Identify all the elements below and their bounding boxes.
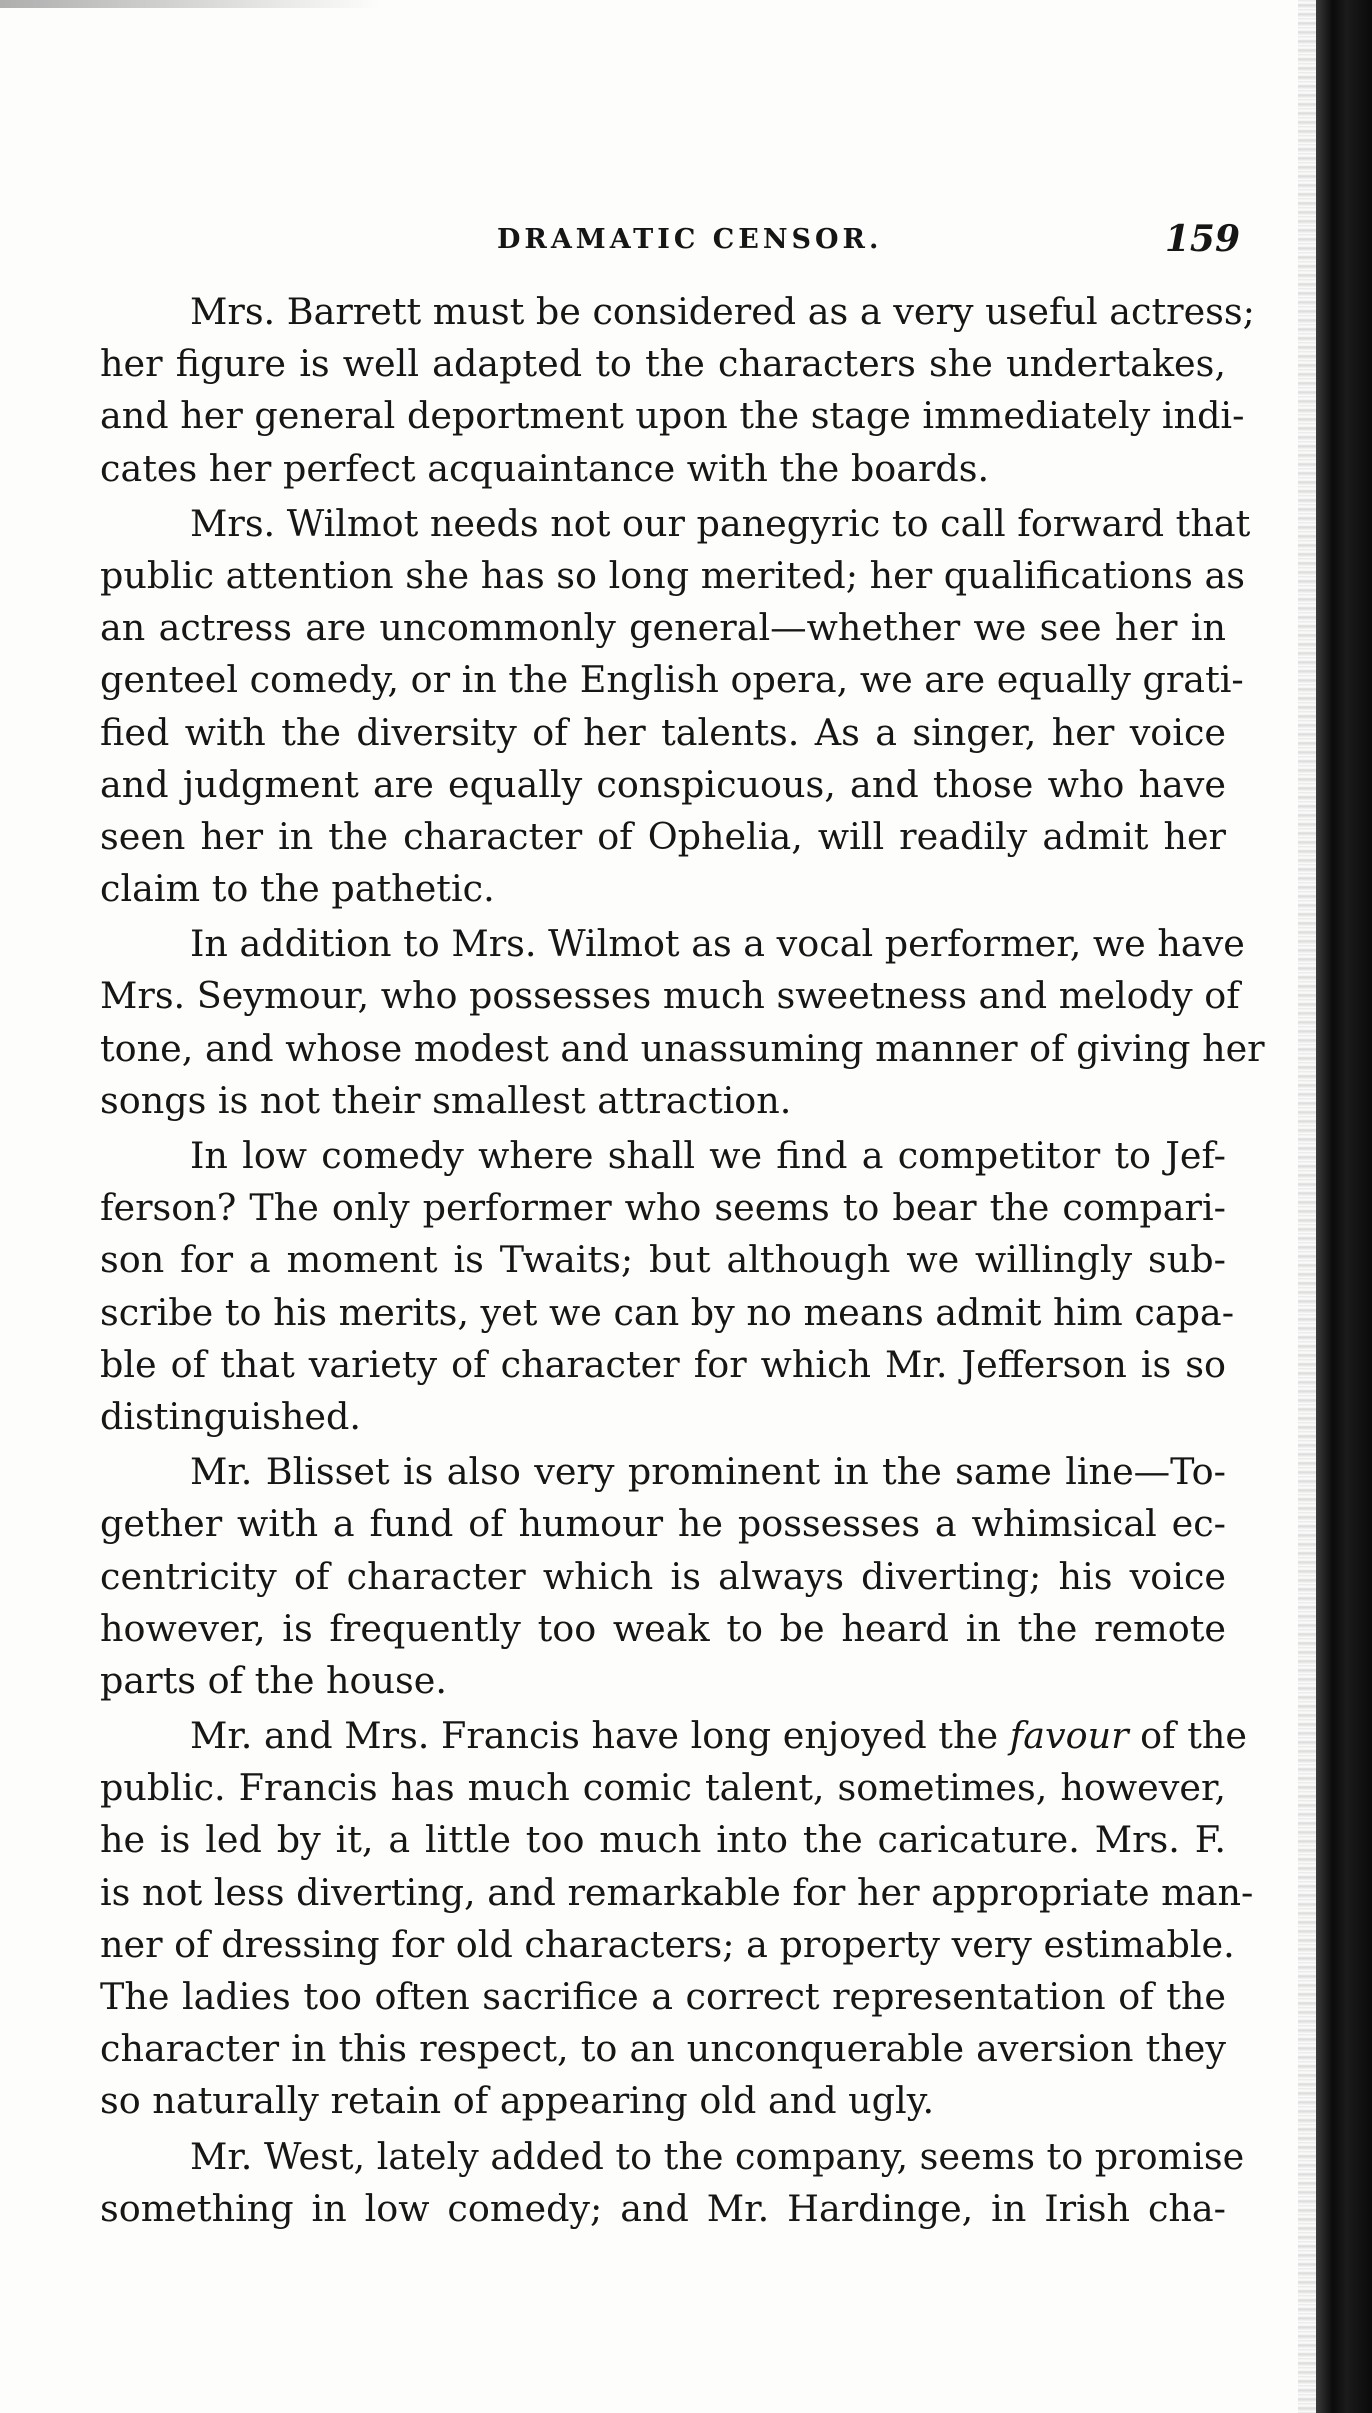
- text-line: Mr. Blisset is also very prominent in the same line—To-: [190, 1450, 1226, 1494]
- text-line: tone, and whose modest and unassuming manner of giving her: [100, 1026, 1265, 1070]
- text-line: and her general deportment upon the stage immediately indi-: [100, 394, 1245, 438]
- text-line: and judgment are equally conspicuous, and those who have: [100, 762, 1226, 806]
- text-line: cates her perfect acquaintance with the boards.: [100, 446, 990, 490]
- body-text: [100, 286, 1265, 2235]
- text-line: distinguished.: [100, 1394, 361, 1438]
- text-line: parts of the house.: [100, 1658, 447, 1702]
- text-line: Mrs. Seymour, who possesses much sweetness and melody of: [100, 974, 1240, 1018]
- text-line: character in this respect, to an unconquerable aversion they: [100, 2027, 1226, 2071]
- text-line: scribe to his merits, yet we can by no means admit him capa-: [100, 1290, 1235, 1334]
- page-number: 159: [1164, 218, 1240, 260]
- text-line: The ladies too often sacrifice a correct representation of the: [100, 1975, 1226, 2018]
- text-line: son for a moment is Twaits; but although we willingly sub-: [100, 1238, 1226, 1282]
- text-line: gether with a fund of humour he possesses a whimsical ec-: [100, 1502, 1226, 1546]
- text-line: seen her in the character of Ophelia, will readily admit her: [100, 814, 1226, 858]
- text-line: something in low comedy; and Mr. Hardinge, in Irish cha-: [100, 2186, 1226, 2230]
- text-line: is not less diverting, and remarkable for her appropriate man-: [100, 1870, 1254, 1914]
- text-line: fied with the diversity of her talents. As a singer, her voice: [100, 710, 1226, 754]
- text-line: however, is frequently too weak to be heard in the remote: [100, 1606, 1226, 1650]
- text-line: songs is not their smallest attraction.: [100, 1078, 792, 1122]
- italic-word: favour: [1009, 1714, 1129, 1758]
- text-segment: Mr. and Mrs. Francis have long enjoyed the: [190, 1714, 999, 1758]
- text-line: Mrs. Barrett must be considered as a very useful actress;: [190, 290, 1255, 333]
- text-line: public. Francis has much comic talent, sometimes, however,: [100, 1766, 1226, 1810]
- binding-edge: [1316, 0, 1372, 2413]
- text-line: public attention she has so long merited; her qualifications as: [100, 553, 1245, 597]
- binding-shadow: [1298, 0, 1316, 2413]
- text-line: centricity of character which is always diverting; his voice: [100, 1554, 1226, 1598]
- text-line: In addition to Mrs. Wilmot as a vocal performer, we have: [190, 922, 1245, 966]
- text-line: an actress are uncommonly general—whether we see her in: [100, 606, 1226, 650]
- text-line: Mrs. Wilmot needs not our panegyric to call forward that: [190, 501, 1251, 545]
- text-line: Mr. West, lately added to the company, seems to promise: [190, 2134, 1245, 2178]
- page-header: [100, 218, 1240, 268]
- text-line: so naturally retain of appearing old and ugly.: [100, 2079, 935, 2123]
- text-line: claim to the pathetic.: [100, 867, 495, 911]
- text-line: [100, 1710, 1248, 1762]
- text-line: her figure is well adapted to the characters she undertakes,: [100, 342, 1226, 386]
- text-segment: of the: [1140, 1714, 1248, 1758]
- text-line: ble of that variety of character for which Mr. Jefferson is so: [100, 1342, 1226, 1386]
- text-line: ferson? The only performer who seems to bear the compari-: [100, 1186, 1226, 1230]
- scan-mark: [0, 0, 380, 8]
- text-line: ner of dressing for old characters; a property very estimable.: [100, 1922, 1235, 1966]
- text-line: In low comedy where shall we find a competitor to Jef-: [190, 1134, 1226, 1177]
- running-head: DRAMATIC CENSOR.: [497, 224, 883, 255]
- text-line: he is led by it, a little too much into the caricature. Mrs. F.: [100, 1818, 1226, 1862]
- text-line: genteel comedy, or in the English opera, we are equally grati-: [100, 658, 1244, 702]
